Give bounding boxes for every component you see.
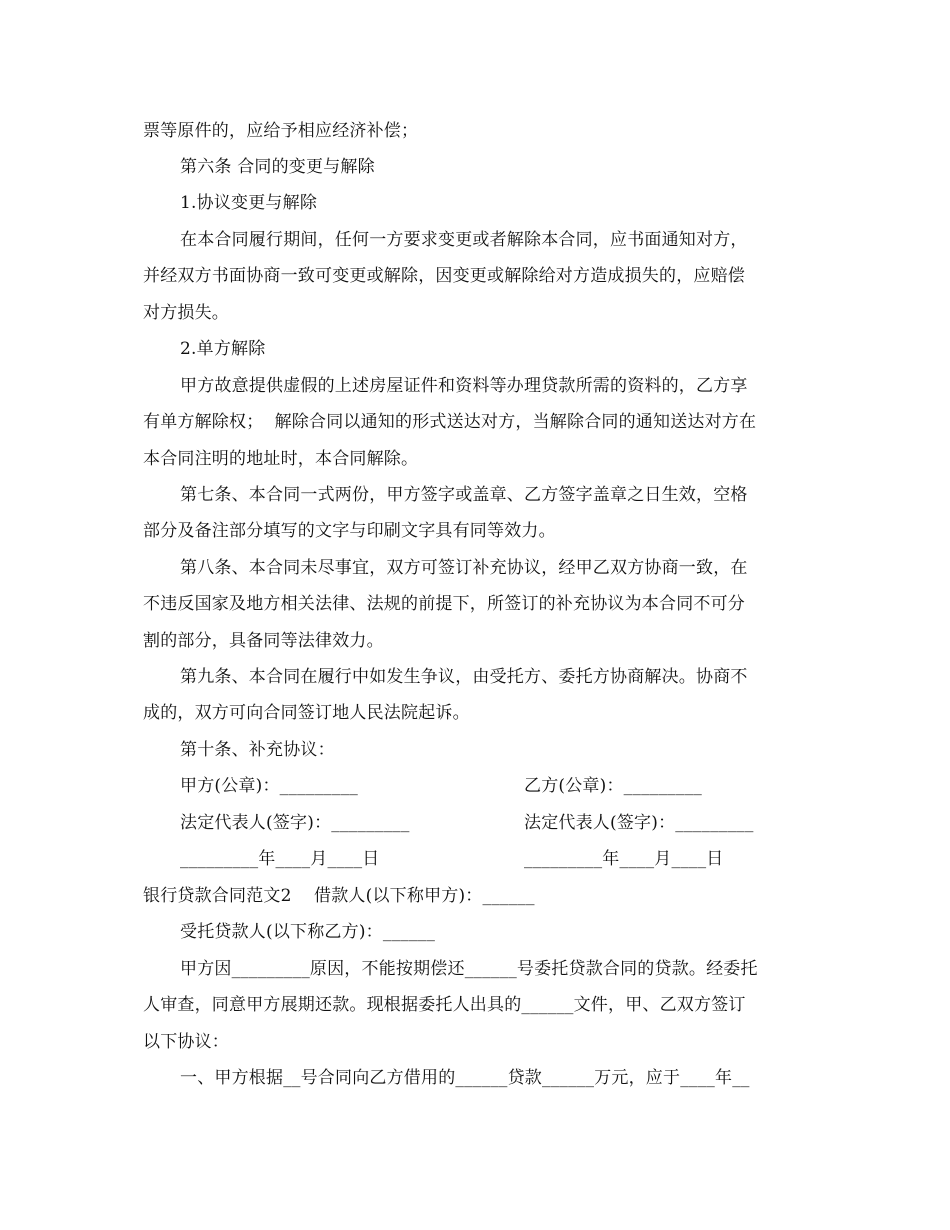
subsection-heading: 2.单方解除 xyxy=(180,339,266,359)
paragraph-line: 割的部分，具备同等法律效力。 xyxy=(143,631,384,651)
paragraph-line: 受托贷款人(以下称乙方)：______ xyxy=(180,922,436,942)
paragraph-line: 对方损失。 xyxy=(143,303,229,323)
paragraph-line: 并经双方书面协商一致可变更或解除，因变更或解除给对方造成损失的，应赔偿 xyxy=(143,266,745,286)
paragraph-line: 不违反国家及地方相关法律、法规的前提下，所签订的补充协议为本合同不可分 xyxy=(143,594,745,614)
paragraph-line: 甲方故意提供虚假的上述房屋证件和资料等办理贷款所需的资料的，乙方享 xyxy=(180,376,748,396)
paragraph-line: 第七条、本合同一式两份，甲方签字或盖章、乙方签字盖章之日生效，空格 xyxy=(180,485,748,505)
paragraph-line: 有单方解除权； 解除合同以通知的形式送达对方，当解除合同的通知送达对方在 xyxy=(143,412,757,432)
party-a-representative-field: 法定代表人(签字)：_________ xyxy=(180,813,410,833)
paragraph-line: 以下协议： xyxy=(143,1032,229,1052)
section-heading: 第六条 合同的变更与解除 xyxy=(180,157,375,177)
paragraph-line: 第九条、本合同在履行中如发生争议，由受托方、委托方协商解决。协商不 xyxy=(180,667,748,687)
party-b-date-field: _________年____月____日 xyxy=(524,849,724,869)
paragraph-line: 本合同注明的地址时，本合同解除。 xyxy=(143,449,419,469)
party-b-seal-field: 乙方(公章)：_________ xyxy=(524,776,702,796)
paragraph-line: 第八条、本合同未尽事宜，双方可签订补充协议，经甲乙双方协商一致，在 xyxy=(180,558,748,578)
paragraph-line: 成的，双方可向合同签订地人民法院起诉。 xyxy=(143,703,470,723)
paragraph-line: 部分及备注部分填写的文字与印刷文字具有同等效力。 xyxy=(143,521,556,541)
paragraph-line: 一、甲方根据__号合同向乙方借用的______贷款______万元，应于____年__ xyxy=(180,1068,750,1088)
party-a-date-field: _________年____月____日 xyxy=(180,849,380,869)
paragraph-line: 票等原件的，应给予相应经济补偿； xyxy=(143,121,419,141)
paragraph-line: 甲方因_________原因，不能按期偿还______号委托贷款合同的贷款。经委托 xyxy=(180,959,758,979)
party-b-representative-field: 法定代表人(签字)：_________ xyxy=(524,813,754,833)
paragraph-line: 人审查，同意甲方展期还款。现根据委托人出具的______文件，甲、乙双方签订 xyxy=(143,995,746,1015)
document-title-line: 银行贷款合同范文2 借款人(以下称甲方)：______ xyxy=(143,886,535,906)
party-a-seal-field: 甲方(公章)：_________ xyxy=(180,776,358,796)
paragraph-line: 在本合同履行期间，任何一方要求变更或者解除本合同，应书面通知对方， xyxy=(180,230,748,250)
subsection-heading: 1.协议变更与解除 xyxy=(180,193,318,213)
paragraph-line: 第十条、补充协议： xyxy=(180,740,335,760)
